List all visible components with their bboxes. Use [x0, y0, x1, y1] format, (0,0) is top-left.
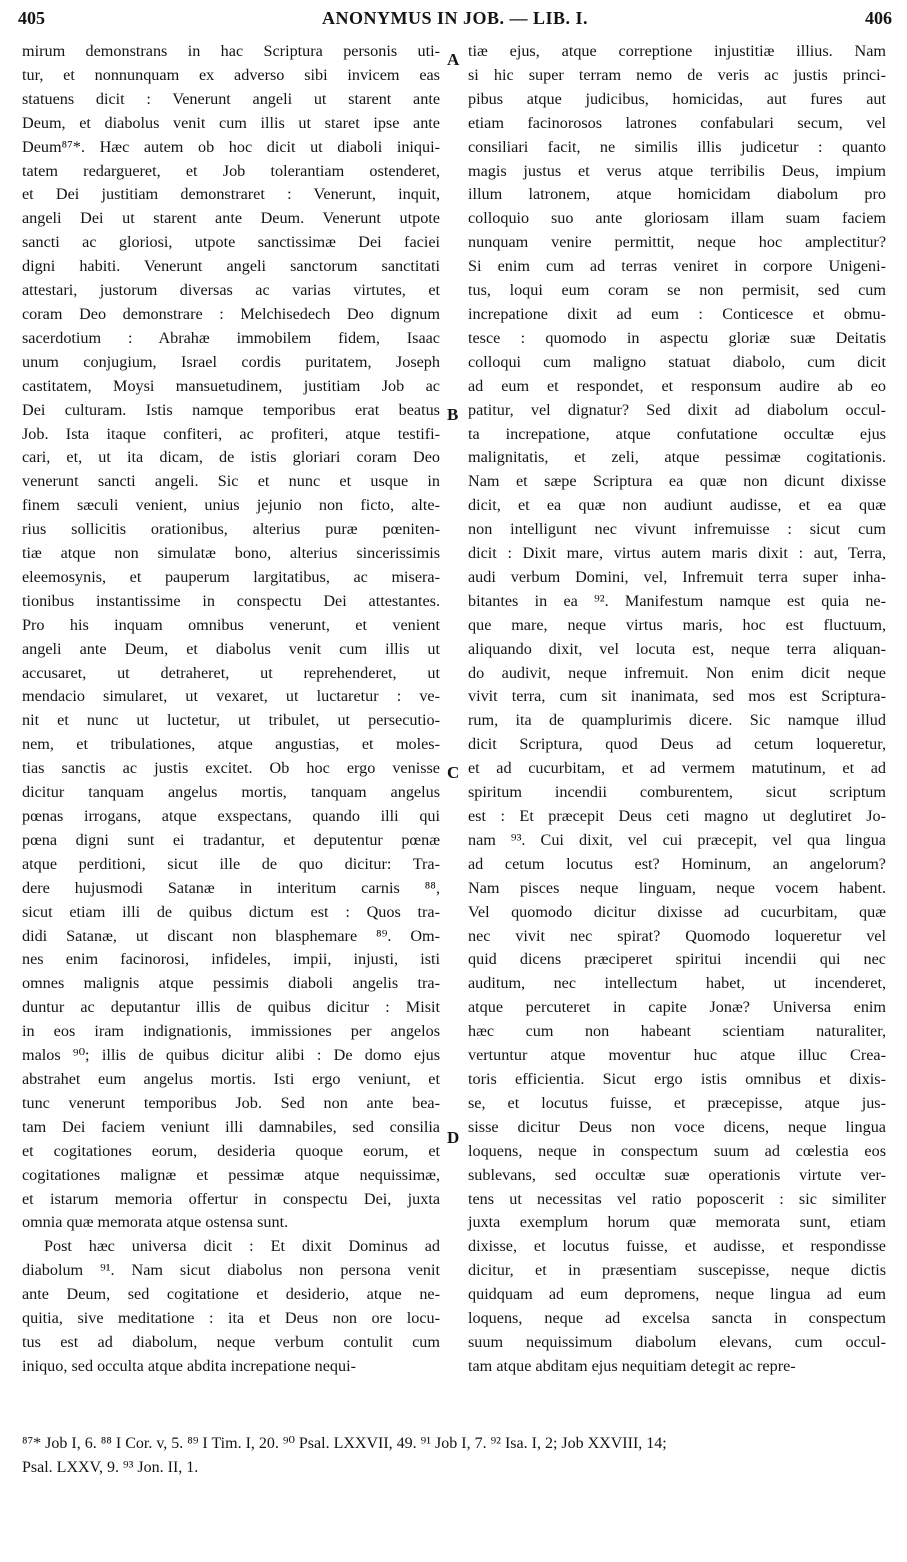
text-line: diabolum ⁹¹. Nam sicut diabolus non persona venit: [22, 1261, 440, 1280]
margin-marker-c: C: [447, 763, 460, 782]
text-line: colloqui cum maligno statuat diabolo, cum dicit: [468, 352, 886, 371]
text-line: in eos iram indignationis, immissiones per angelos: [22, 1022, 440, 1041]
text-line: dere hujusmodi Satanæ in interitum carnis ⁸⁸,: [22, 878, 440, 897]
text-line: tiæ ejus, atque correptione injustitiæ illius. Nam: [468, 42, 886, 60]
text-line: finem sæculi venient, unius jejunio non ficto, alte-: [22, 496, 440, 515]
text-line: accusaret, ut detraheret, ut reprehenderet, ut: [22, 663, 440, 682]
text-line: et Dei justitiam demonstraret : Venerunt, inquit,: [22, 185, 440, 204]
margin-marker-b: B: [447, 405, 459, 424]
text-line: angeli ante Deum, et diabolus venit cum illis ut: [22, 639, 440, 658]
text-line: malos ⁹⁰; illis de quibus dicitur alibi : De domo ejus: [22, 1046, 440, 1065]
margin-marker-a: A: [447, 50, 460, 69]
text-line: iniquo, sed occulta atque abdita increpatione nequi-: [22, 1356, 356, 1375]
text-line: do audivit, neque infremuit. Non enim dicit neque: [468, 663, 886, 682]
text-line: toris efficientia. Sicut ergo istis omnibus et dixis-: [468, 1069, 886, 1088]
text-line: colloquio suo ante gloriosam illam suam faciem: [468, 209, 886, 228]
text-line: suum nequissimum diabolum elevans, cum occul-: [468, 1332, 886, 1351]
text-line: bitantes in ea ⁹². Manifestum namque est quia ne-: [468, 591, 886, 610]
text-line: Vel quomodo dicitur dixisse ad cucurbitam, quæ: [468, 902, 886, 921]
text-line: quid dicens præciperet spiritui incendii qui nec: [468, 950, 886, 969]
text-line: auditum, nec intellectum habet, ut incenderet,: [468, 974, 886, 993]
text-line: Nam et sæpe Scriptura ea quæ non dicunt dixisse: [468, 472, 886, 491]
text-line: didi Satanæ, ut discant non blasphemare ⁸⁹. Om-: [22, 926, 440, 945]
text-line: consiliari facit, ne similis illis judicetur : quanto: [468, 137, 886, 156]
text-line: et istarum memoria offertur in conspectu Dei, juxta: [22, 1189, 440, 1208]
text-line: eleemosynis, et pauperum largitatibus, ac misera-: [22, 567, 440, 586]
right-text-column: [468, 40, 886, 1379]
text-line: omnia quæ memorata atque ostensa sunt.: [22, 1213, 289, 1232]
text-line: nec vivit nec spirat? Quomodo loqueretur vel: [468, 926, 886, 945]
text-line: que mare, neque virtus maris, hoc est fluctuum,: [468, 615, 886, 634]
text-line: magis justus et verus atque terribilis Deus, impium: [468, 161, 886, 180]
text-line: increpatione dixit ad eum : Conticesce et obmu-: [468, 304, 886, 323]
text-line: pibus atque judicibus, homicidas, aut fures aut: [468, 89, 886, 108]
text-line: dicit, et ea quæ non audiunt audisse, et ea quæ: [468, 496, 886, 515]
text-line: Job. Ista itaque confiteri, ac profiteri, atque testifi-: [22, 424, 440, 443]
text-line: est : Et præcepit Deus ceti magno ut deglutiret Jo-: [468, 807, 886, 825]
text-line: dicitur tanquam angelus mortis, tanquam angelus: [22, 783, 440, 802]
text-line: rum, ita de quamplurimis dicere. Sic namque illud: [468, 711, 886, 730]
text-line: tens ut necessitas vel ratio poposcerit : sic similiter: [468, 1189, 886, 1208]
text-line: cari, et, ut ita dicam, de istis gloriari coram Deo: [22, 448, 440, 467]
text-line: unum conjugium, Israel cordis puritatem, Joseph: [22, 352, 440, 371]
text-line: ad cetum locutus est? Hominum, an angelorum?: [468, 854, 886, 873]
text-line: Deum, et diabolus venit cum illis ut staret ipse ante: [22, 113, 440, 132]
text-line: coram Deo demonstrare : Melchisedech Deo dignum: [22, 304, 440, 323]
text-line: angeli Dei ut starent ante Deum. Venerunt utpote: [22, 209, 440, 228]
footnotes: [22, 1433, 892, 1481]
text-line: nem, et tribulationes, atque angustias, et moles-: [22, 735, 440, 754]
text-line: loquens, neque ad excelsa sancta in conspectum: [468, 1309, 886, 1328]
text-line: malignitatis, et zeli, atque pessimæ cogitationis.: [468, 448, 886, 467]
text-line: sisse dicitur Deus non voce dicens, neque lingua: [468, 1117, 886, 1136]
text-line: nes enim facinorosi, infideles, impii, injusti, isti: [22, 950, 440, 969]
text-line: castitatem, Moysi mansuetudinem, justitiam Job ac: [22, 376, 440, 395]
text-line: tionibus instantissime in conspectu Dei attestantes.: [22, 591, 440, 610]
text-line: si hic super terram nemo de veris ac justis princi-: [468, 65, 886, 84]
text-line: tus est ad diabolum, neque verbum contulit cum: [22, 1332, 440, 1351]
text-line: dicit : Dixit mare, virtus autem maris dixit : aut, Terra,: [468, 544, 886, 563]
text-line: Dei culturam. Istis namque temporibus erat beatus: [22, 400, 440, 419]
text-line: venerunt sancti angeli. Sic et nunc et usque in: [22, 472, 440, 491]
text-line: Pro his inquam omnibus venerunt, et venient: [22, 615, 440, 634]
footnote-line: ⁸⁷* Job I, 6. ⁸⁸ I Cor. v, 5. ⁸⁹ I Tim. I, 20. ⁹⁰ Psal. LXXVII, 49. ⁹¹ Job I, 7. ⁹² Isa. I, 2; Job XXVIII, 14;: [22, 1435, 667, 1452]
page-number-right: 406: [865, 8, 892, 28]
text-line: pœna digni sunt ei tradantur, et deputentur pœnæ: [22, 830, 440, 849]
text-line: juxta exemplum horum quæ memorata sunt, etiam: [468, 1213, 886, 1232]
text-line: patitur, vel dignatur? Sed dixit ad diabolum occul-: [468, 400, 886, 419]
text-line: nam ⁹³. Cui dixit, vel cui præcepit, vel qua lingua: [468, 830, 886, 849]
footnote-line: Psal. LXXV, 9. ⁹³ Jon. II, 1.: [22, 1458, 199, 1476]
text-line: hæc cum non habeant scientiam naturaliter,: [468, 1022, 886, 1041]
text-line: non intelligunt nec vivunt infremuisse : sicut cum: [468, 520, 886, 539]
text-line: abstrahet eum angelus mortis. Isti ergo veniunt, et: [22, 1069, 440, 1088]
text-line: aliquando dixit, vel locuta est, neque terra aliquan-: [468, 639, 886, 658]
text-line: dixisse, et locutus fuisse, et audisse, et respondisse: [468, 1237, 886, 1256]
text-line: et cogitationes eorum, desideria quoque eorum, et: [22, 1141, 440, 1160]
text-line: mirum demonstrans in hac Scriptura personis uti-: [22, 42, 440, 60]
text-line: Si enim cum ad terras veniret in corpore Unigeni-: [468, 257, 886, 276]
page-number-left: 405: [18, 8, 45, 28]
text-line: nit et nunc ut luctetur, ut tribulet, ut persecutio-: [22, 711, 440, 730]
text-line: sicut etiam illi de quibus dictum est : Quos tra-: [22, 902, 440, 921]
running-title: ANONYMUS IN JOB. — LIB. I.: [321, 8, 589, 28]
text-line: cogitationes malignæ et pessimæ atque nequissimæ,: [22, 1165, 440, 1184]
text-line: duntur ac deputantur illis de quibus dicitur : Misit: [22, 998, 440, 1017]
text-line: ad eum et respondet, et responsum audire ab eo: [468, 376, 886, 395]
text-line: tiæ atque non simulatæ bono, alterius sincerissimis: [22, 544, 440, 563]
margin-marker-d: D: [447, 1128, 460, 1147]
text-line: tatem redargueret, et Job tolerantiam ostenderet,: [22, 161, 440, 180]
text-line: dicit Scriptura, quod Deus ad cetum loqueretur,: [468, 735, 886, 754]
text-line: sacerdotium : Abrahæ immobilem fidem, Isaac: [22, 328, 440, 347]
text-line: rius sollicitis orationibus, alterius puræ pœniten-: [22, 520, 440, 539]
text-line: ta increpatione, atque confutatione occultæ ejus: [468, 424, 886, 443]
text-line: tam atque abditam ejus nequitiam detegit ac repre-: [468, 1356, 796, 1375]
text-line: atque percuteret in capite Jonæ? Universa enim: [468, 998, 886, 1017]
page-header: [18, 8, 892, 36]
text-line: statuens dicit : Venerunt angeli ut starent ante: [22, 89, 440, 108]
text-line: quidquam ad eum depromens, neque lingua ad eum: [468, 1285, 886, 1304]
text-line: Deum⁸⁷*. Hæc autem ob hoc dicit ut diaboli iniqui-: [22, 137, 440, 156]
text-line: tias sanctis ac justis excitet. Ob hoc ergo venisse: [22, 759, 440, 778]
text-line: vivit terra, cum sit inanimata, sed mos est Scriptura-: [468, 687, 886, 706]
text-line: quitia, sive meditatione : ita et Deus non ore locu-: [22, 1309, 440, 1328]
text-line: tunc venerunt temporibus Job. Sed non ante bea-: [22, 1093, 440, 1112]
text-line: Post hæc universa dicit : Et dixit Dominus ad: [44, 1237, 440, 1256]
text-line: sublevans, sed occultæ suæ operationis virtute ver-: [468, 1165, 886, 1184]
text-line: et ad cucurbitam, et ad vermem matutinum, et ad: [468, 759, 886, 778]
text-line: illum latronem, atque homicidam diabolum pro: [468, 185, 886, 204]
text-line: audi verbum Domini, vel, Infremuit terra super inha-: [468, 567, 886, 586]
text-line: attestari, justorum diversas ac varias virtutes, et: [22, 281, 440, 300]
text-line: se, et locutus fuisse, et præcepisse, atque jus-: [468, 1093, 886, 1112]
text-line: loquens, neque in conspectum suum ad cœlestia eos: [468, 1141, 886, 1160]
text-line: tus, loqui eum coram se non permisit, sed cum: [468, 281, 886, 300]
text-line: tesce : quomodo in aspectu gloriæ suæ Deitatis: [468, 328, 886, 347]
text-line: mendacio simularet, ut vexaret, ut luctaretur : ve-: [22, 687, 440, 706]
text-line: Nam pisces neque linguam, neque vocem habent.: [468, 878, 886, 897]
text-line: ante Deum, sed cogitatione et desiderio, atque ne-: [22, 1285, 440, 1304]
text-line: nunquam venire permittit, neque hoc amplectitur?: [468, 233, 886, 252]
text-line: spiritum incendii comburentem, sicut scriptum: [468, 783, 886, 802]
text-line: vertuntur atque moventur huc atque illuc Crea-: [468, 1046, 886, 1065]
text-line: sancti ac gloriosi, utpote sanctissimæ Dei faciei: [22, 233, 440, 252]
text-line: etiam facinorosos latrones confabulari secum, vel: [468, 113, 886, 132]
text-line: tam Dei faciem veniunt illi damnabiles, sed consilia: [22, 1117, 440, 1136]
text-line: digni habiti. Venerunt angeli sanctorum sanctitati: [22, 257, 440, 276]
text-line: atque perditioni, sicut ille de quo dicitur: Tra-: [22, 854, 440, 873]
text-line: tur, et nonnunquam ex adverso sibi invicem eas: [22, 65, 440, 84]
text-line: omnes malignis atque pessimis diaboli angelis tra-: [22, 974, 440, 993]
text-line: dicitur, et in præsentiam suscepisse, neque dictis: [468, 1261, 886, 1280]
text-line: pœnas irrogans, atque exspectans, quando illi qui: [22, 807, 440, 825]
left-text-column: [22, 40, 440, 1379]
